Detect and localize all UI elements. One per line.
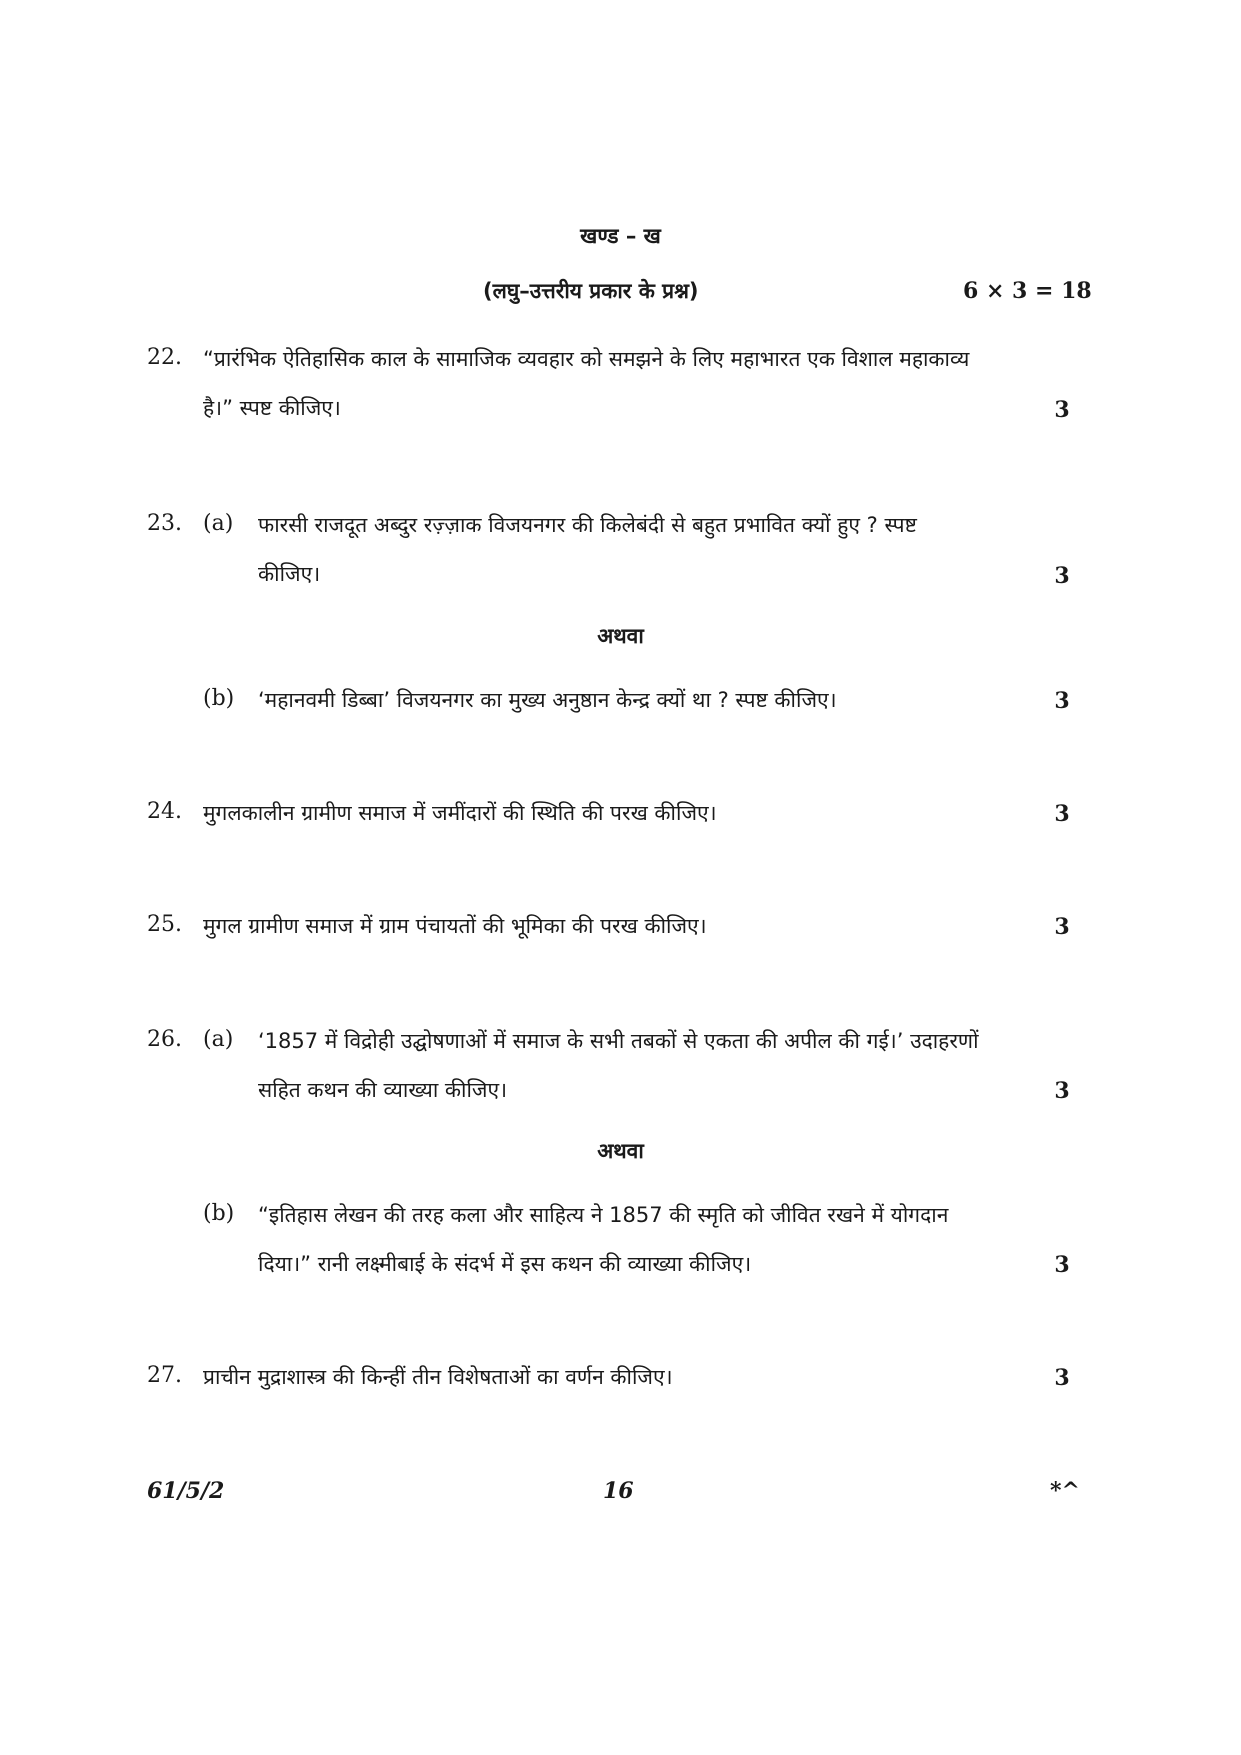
question-marks: 3 xyxy=(1054,397,1070,423)
question-text-line: ‘महानवमी डिब्बा’ विजयनगर का मुख्य अनुष्ठान केन्द्र क्यों था ? स्पष्ट कीजिए। xyxy=(258,688,837,712)
question-marks: 3 xyxy=(1054,801,1070,827)
paper-code: 61/5/2 xyxy=(147,1478,225,1504)
corner-mark: *^ xyxy=(1050,1478,1080,1504)
question-marks: 3 xyxy=(1054,1365,1070,1391)
question-text-line: “प्रारंभिक ऐतिहासिक काल के सामाजिक व्यवहार को समझने के लिए महाभारत एक विशाल महाकाव्य xyxy=(203,347,970,371)
part-a-label: (a) xyxy=(203,1027,234,1052)
question-text-line: “इतिहास लेखन की तरह कला और साहित्य ने 1857 की स्मृति को जीवित रखने में योगदान xyxy=(258,1203,949,1227)
question-text-line: सहित कथन की व्याख्या कीजिए। xyxy=(258,1078,508,1102)
question-text-line: दिया।” रानी लक्ष्मीबाई के संदर्भ में इस कथन की व्याख्या कीजिए। xyxy=(258,1252,752,1276)
section-title: खण्ड – ख xyxy=(580,224,661,248)
question-marks: 3 xyxy=(1054,1252,1070,1278)
marks-formula: 6 × 3 = 18 xyxy=(963,278,1092,304)
question-number: 23. xyxy=(147,511,182,536)
question-text-line: है।” स्पष्ट कीजिए। xyxy=(203,396,341,420)
question-number: 22. xyxy=(147,345,182,370)
section-subtitle: (लघु–उत्तरीय प्रकार के प्रश्न) xyxy=(483,279,699,303)
question-number: 25. xyxy=(147,912,182,937)
question-number: 26. xyxy=(147,1027,182,1052)
part-b-label: (b) xyxy=(203,1201,235,1226)
part-a-label: (a) xyxy=(203,511,234,536)
question-marks: 3 xyxy=(1054,563,1070,589)
question-text-line: फारसी राजदूत अब्दुर रज़्ज़ाक विजयनगर की किलेबंदी से बहुत प्रभावित क्यों हुए ? स्पष्ट xyxy=(258,513,917,537)
question-number: 27. xyxy=(147,1363,182,1388)
question-marks: 3 xyxy=(1054,688,1070,714)
question-text-line: ‘1857 में विद्रोही उद्घोषणाओं में समाज के सभी तबकों से एकता की अपील की गई।’ उदाहरणों xyxy=(258,1029,979,1053)
question-text-line: मुगल ग्रामीण समाज में ग्राम पंचायतों की भूमिका की परख कीजिए। xyxy=(203,914,707,938)
page-number: 16 xyxy=(603,1478,634,1504)
question-text-line: कीजिए। xyxy=(258,562,321,586)
or-separator: अथवा xyxy=(597,624,644,648)
question-marks: 3 xyxy=(1054,1078,1070,1104)
question-text-line: प्राचीन मुद्राशास्त्र की किन्हीं तीन विशेषताओं का वर्णन कीजिए। xyxy=(203,1365,673,1389)
part-b-label: (b) xyxy=(203,686,235,711)
question-marks: 3 xyxy=(1054,914,1070,940)
question-number: 24. xyxy=(147,799,182,824)
question-text-line: मुगलकालीन ग्रामीण समाज में जमींदारों की स्थिति की परख कीजिए। xyxy=(203,801,717,825)
or-separator: अथवा xyxy=(597,1139,644,1163)
